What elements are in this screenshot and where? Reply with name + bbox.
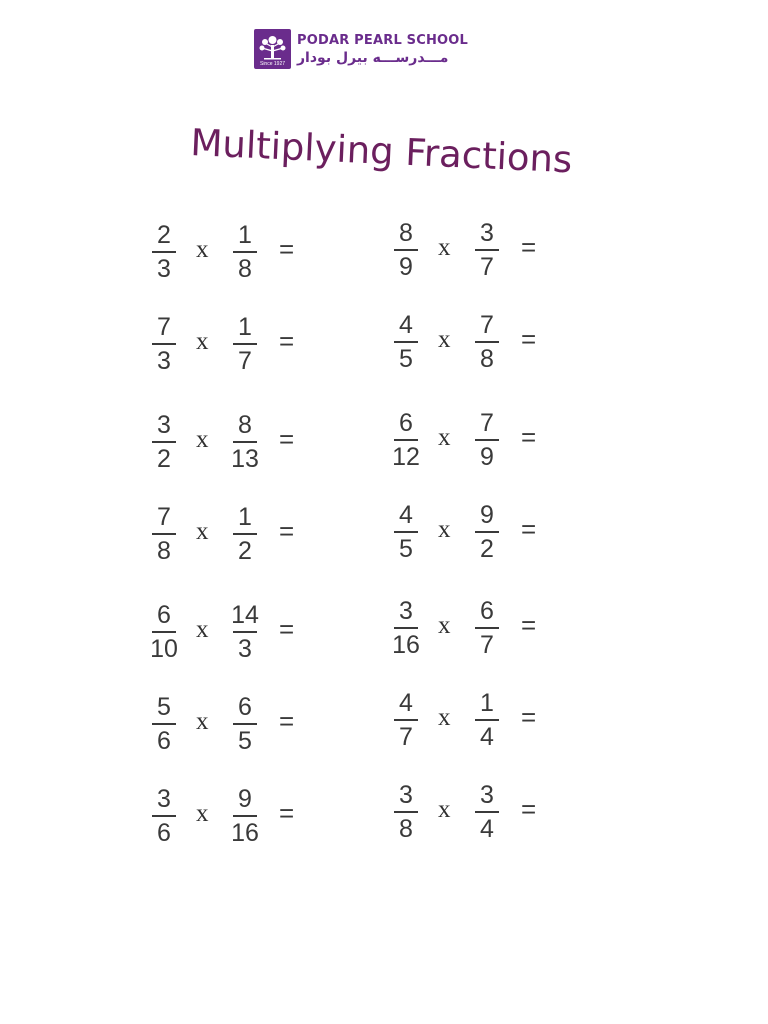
problem-3 xyxy=(144,410,374,480)
fraction xyxy=(144,220,184,284)
numerator: 2 xyxy=(157,221,171,249)
numerator: 7 xyxy=(157,313,171,341)
denominator: 2 xyxy=(480,535,494,563)
multiply-sign: x xyxy=(196,426,209,453)
multiply-sign: x xyxy=(196,616,209,643)
multiply-sign: x xyxy=(438,516,451,543)
equals-sign: = xyxy=(279,516,295,546)
fraction-bar xyxy=(233,343,257,345)
multiply-sign: x xyxy=(438,424,451,451)
equals-sign: = xyxy=(279,234,295,264)
fraction-bar xyxy=(152,723,176,725)
numerator: 14 xyxy=(231,601,259,629)
fraction xyxy=(144,502,184,566)
problem-7 xyxy=(144,784,374,854)
numerator: 6 xyxy=(399,409,413,437)
fraction xyxy=(386,310,426,374)
fraction xyxy=(467,310,507,374)
denominator: 7 xyxy=(480,253,494,281)
fraction xyxy=(144,600,184,664)
fraction xyxy=(386,218,426,282)
numerator: 1 xyxy=(238,221,252,249)
fraction xyxy=(386,688,426,752)
problem-6 xyxy=(144,692,374,762)
numerator: 1 xyxy=(238,313,252,341)
fraction xyxy=(386,500,426,564)
numerator: 3 xyxy=(480,219,494,247)
fraction xyxy=(386,408,426,472)
fraction-bar xyxy=(394,439,418,441)
problem-8 xyxy=(386,218,616,288)
numerator: 9 xyxy=(480,501,494,529)
fraction-bar xyxy=(152,815,176,817)
fraction-bar xyxy=(475,341,499,343)
fraction xyxy=(144,312,184,376)
denominator: 10 xyxy=(150,635,178,663)
fraction-bar xyxy=(233,631,257,633)
numerator: 1 xyxy=(238,503,252,531)
denominator: 2 xyxy=(238,537,252,565)
multiply-sign: x xyxy=(196,708,209,735)
fraction xyxy=(225,502,265,566)
multiply-sign: x xyxy=(438,704,451,731)
fraction xyxy=(467,500,507,564)
multiply-sign: x xyxy=(196,518,209,545)
fraction-bar xyxy=(475,531,499,533)
denominator: 16 xyxy=(231,819,259,847)
equals-sign: = xyxy=(279,706,295,736)
fraction-bar xyxy=(475,627,499,629)
since-label: Since 1927 xyxy=(259,61,286,67)
multiply-sign: x xyxy=(196,328,209,355)
denominator: 5 xyxy=(238,727,252,755)
multiply-sign: x xyxy=(438,612,451,639)
school-name-en: PODAR PEARL SCHOOL xyxy=(297,32,469,48)
numerator: 6 xyxy=(238,693,252,721)
denominator: 7 xyxy=(480,631,494,659)
denominator: 3 xyxy=(157,347,171,375)
denominator: 7 xyxy=(399,723,413,751)
fraction-bar xyxy=(233,441,257,443)
fraction-bar xyxy=(394,811,418,813)
page-title xyxy=(0,105,768,205)
title-text: Multiplying Fractions xyxy=(189,121,574,182)
numerator: 1 xyxy=(480,689,494,717)
numerator: 5 xyxy=(157,693,171,721)
fraction-bar xyxy=(394,531,418,533)
problem-14 xyxy=(386,780,616,850)
equals-sign: = xyxy=(521,702,537,732)
equals-sign: = xyxy=(521,324,537,354)
multiply-sign: x xyxy=(438,234,451,261)
fraction-bar xyxy=(475,439,499,441)
numerator: 3 xyxy=(157,785,171,813)
fraction xyxy=(144,692,184,756)
equals-sign: = xyxy=(521,514,537,544)
denominator: 8 xyxy=(238,255,252,283)
fraction-bar xyxy=(475,719,499,721)
fraction xyxy=(225,600,265,664)
problem-9 xyxy=(386,310,616,380)
numerator: 4 xyxy=(399,501,413,529)
equals-sign: = xyxy=(279,614,295,644)
problem-13 xyxy=(386,688,616,758)
fraction xyxy=(225,312,265,376)
fraction xyxy=(467,218,507,282)
equals-sign: = xyxy=(279,326,295,356)
fraction xyxy=(225,692,265,756)
denominator: 9 xyxy=(399,253,413,281)
fraction-bar xyxy=(152,533,176,535)
numerator: 9 xyxy=(238,785,252,813)
fraction-bar xyxy=(233,533,257,535)
numerator: 6 xyxy=(480,597,494,625)
denominator: 5 xyxy=(399,535,413,563)
fraction-bar xyxy=(152,631,176,633)
tree-logo-icon xyxy=(254,29,291,69)
denominator: 6 xyxy=(157,727,171,755)
numerator: 8 xyxy=(238,411,252,439)
fraction-bar xyxy=(394,627,418,629)
fraction-bar xyxy=(475,249,499,251)
fraction-bar xyxy=(152,441,176,443)
denominator: 13 xyxy=(231,445,259,473)
fraction xyxy=(467,408,507,472)
multiply-sign: x xyxy=(438,796,451,823)
denominator: 4 xyxy=(480,815,494,843)
fraction-bar xyxy=(475,811,499,813)
denominator: 8 xyxy=(157,537,171,565)
fraction xyxy=(225,784,265,848)
numerator: 3 xyxy=(480,781,494,809)
fraction xyxy=(467,596,507,660)
numerator: 7 xyxy=(480,409,494,437)
equals-sign: = xyxy=(521,422,537,452)
fraction xyxy=(144,410,184,474)
school-name-ar: مـــدرســـه بيرل بودار xyxy=(297,49,449,66)
school-logo xyxy=(254,28,468,70)
fraction xyxy=(225,410,265,474)
fraction-bar xyxy=(233,723,257,725)
fraction-bar xyxy=(233,815,257,817)
numerator: 4 xyxy=(399,689,413,717)
equals-sign: = xyxy=(279,424,295,454)
denominator: 16 xyxy=(392,631,420,659)
denominator: 7 xyxy=(238,347,252,375)
numerator: 7 xyxy=(480,311,494,339)
numerator: 3 xyxy=(157,411,171,439)
problem-11 xyxy=(386,500,616,570)
problem-1 xyxy=(144,220,374,290)
fraction xyxy=(386,780,426,844)
numerator: 3 xyxy=(399,781,413,809)
denominator: 8 xyxy=(480,345,494,373)
problem-12 xyxy=(386,596,616,666)
numerator: 4 xyxy=(399,311,413,339)
problem-5 xyxy=(144,600,374,670)
numerator: 8 xyxy=(399,219,413,247)
multiply-sign: x xyxy=(196,800,209,827)
numerator: 3 xyxy=(399,597,413,625)
denominator: 9 xyxy=(480,443,494,471)
denominator: 4 xyxy=(480,723,494,751)
denominator: 6 xyxy=(157,819,171,847)
fraction-bar xyxy=(152,251,176,253)
fraction-bar xyxy=(394,341,418,343)
denominator: 12 xyxy=(392,443,420,471)
fraction-bar xyxy=(394,719,418,721)
problem-4 xyxy=(144,502,374,572)
denominator: 3 xyxy=(238,635,252,663)
denominator: 5 xyxy=(399,345,413,373)
equals-sign: = xyxy=(521,794,537,824)
fraction xyxy=(225,220,265,284)
fraction xyxy=(386,596,426,660)
fraction xyxy=(467,688,507,752)
multiply-sign: x xyxy=(438,326,451,353)
equals-sign: = xyxy=(279,798,295,828)
problem-10 xyxy=(386,408,616,478)
denominator: 3 xyxy=(157,255,171,283)
equals-sign: = xyxy=(521,232,537,262)
numerator: 6 xyxy=(157,601,171,629)
fraction xyxy=(144,784,184,848)
problem-2 xyxy=(144,312,374,382)
fraction xyxy=(467,780,507,844)
fraction-bar xyxy=(152,343,176,345)
denominator: 2 xyxy=(157,445,171,473)
fraction-bar xyxy=(394,249,418,251)
multiply-sign: x xyxy=(196,236,209,263)
denominator: 8 xyxy=(399,815,413,843)
fraction-bar xyxy=(233,251,257,253)
numerator: 7 xyxy=(157,503,171,531)
equals-sign: = xyxy=(521,610,537,640)
